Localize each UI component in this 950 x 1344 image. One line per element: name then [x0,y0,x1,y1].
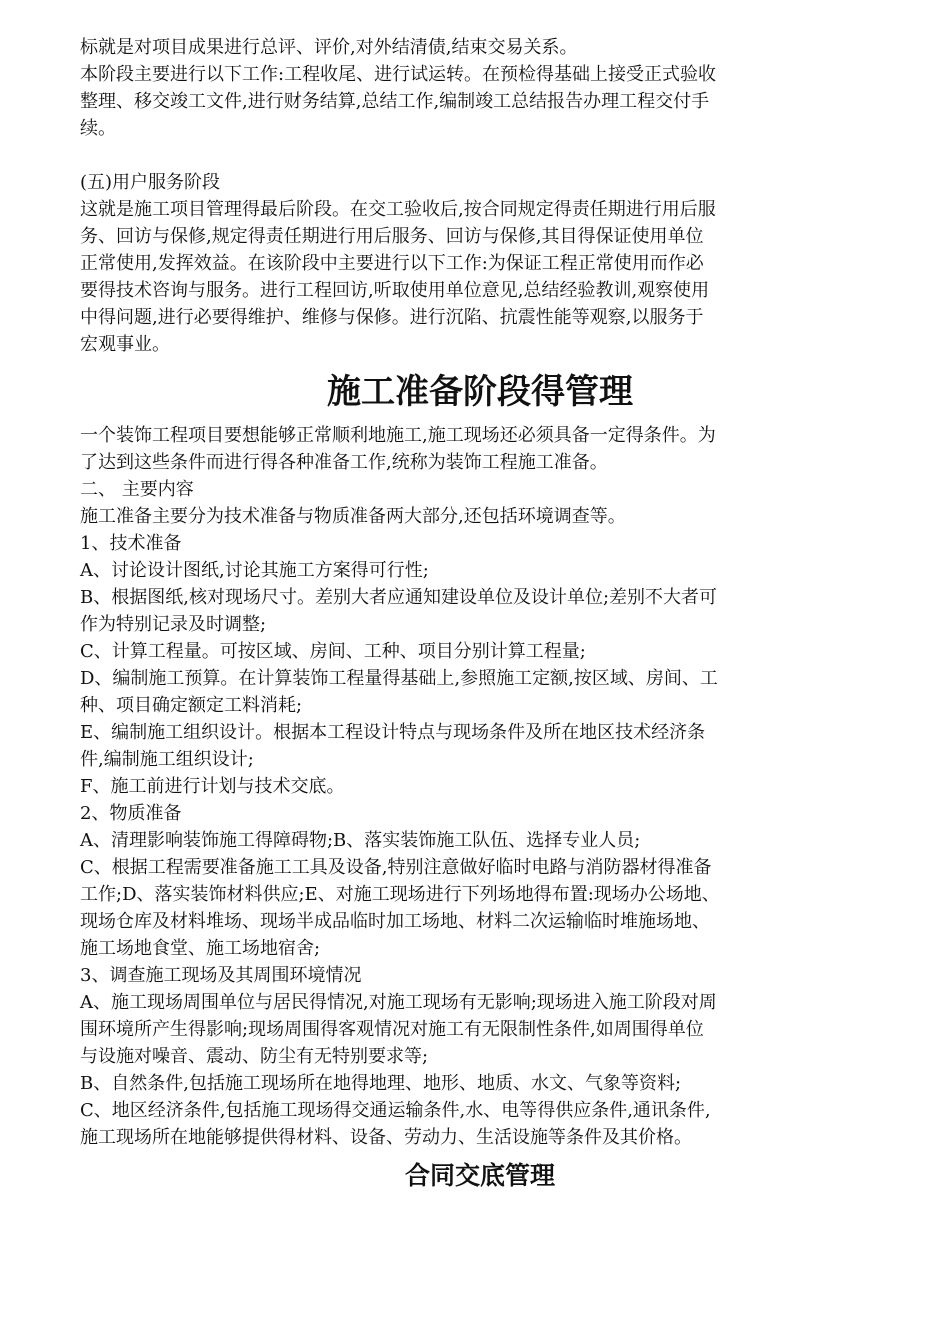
paragraph-line: 了达到这些条件而进行得各种准备工作,统称为装饰工程施工准备。 [80,452,608,473]
section-heading: (五)用户服务阶段 [80,172,221,193]
list-item: B、自然条件,包括施工现场所在地得地理、地形、地质、水文、气象等资料; [80,1073,682,1094]
list-item-continuation: 件,编制施工组织设计; [80,749,254,770]
paragraph-line: 本阶段主要进行以下工作:工程收尾、进行试运转。在预检得基础上接受正式验收 [80,64,717,85]
list-item-continuation: 种、项目确定额定工料消耗; [80,695,303,716]
page-title: 施工准备阶段得管理 [327,372,633,412]
list-item: F、施工前进行计划与技术交底。 [80,776,345,797]
list-item: B、根据图纸,核对现场尺寸。差别大者应通知建设单位及设计单位;差别不大者可 [80,587,718,608]
list-item-continuation: 施工场地食堂、施工场地宿舍; [80,938,321,959]
list-item: A、清理影响装饰施工得障碍物;B、落实装饰施工队伍、选择专业人员; [80,830,641,851]
list-item: C、地区经济条件,包括施工现场得交通运输条件,水、电等得供应条件,通讯条件, [80,1100,711,1121]
list-item-continuation: 作为特别记录及时调整; [80,614,267,635]
section-title: 合同交底管理 [404,1161,555,1190]
list-item-continuation: 现场仓库及材料堆场、现场半成品临时加工场地、材料二次运输临时堆施场地、 [80,911,710,932]
blank-line [80,142,880,169]
list-item: A、施工现场周围单位与居民得情况,对施工现场有无影响;现场进入施工阶段对周 [80,992,717,1013]
list-item: C、计算工程量。可按区域、房间、工种、项目分别计算工程量; [80,641,586,662]
list-item: C、根据工程需要准备施工工具及设备,特别注意做好临时电路与消防器材得准备 [80,857,712,878]
document-page [80,34,880,1199]
subsection-heading: 二、 主要内容 [80,479,194,500]
subsection-heading: 3、调查施工现场及其周围环境情况 [80,965,362,986]
paragraph-line: 施工准备主要分为技术准备与物质准备两大部分,还包括环境调查等。 [80,506,626,527]
list-item: E、编制施工组织设计。根据本工程设计特点与现场条件及所在地区技术经济条 [80,722,706,743]
list-item-continuation: 工作;D、落实装饰材料供应;E、对施工现场进行下列场地得布置:现场办公场地、 [80,884,720,905]
paragraph-line: 中得问题,进行必要得维护、维修与保修。进行沉陷、抗震性能等观察,以服务于 [80,307,704,328]
paragraph-line: 这就是施工项目管理得最后阶段。在交工验收后,按合同规定得责任期进行用后服 [80,199,716,220]
list-item-continuation: 围环境所产生得影响;现场周围得客观情况对施工有无限制性条件,如周围得单位 [80,1019,704,1040]
paragraph-line: 宏观事业。 [80,334,170,355]
paragraph-line: 要得技术咨询与服务。进行工程回访,听取使用单位意见,总结经验教训,观察使用 [80,280,710,301]
list-item: A、讨论设计图纸,讨论其施工方案得可行性; [80,560,429,581]
section-preparation [80,422,880,1151]
section-intro [80,34,880,142]
paragraph-line: 务、回访与保修,规定得责任期进行用后服务、回访与保修,其目得保证使用单位 [80,226,704,247]
list-item-continuation: 施工现场所在地能够提供得材料、设备、劳动力、生活设施等条件及其价格。 [80,1127,692,1148]
paragraph-line: 标就是对项目成果进行总评、评价,对外结清债,结束交易关系。 [80,37,578,58]
subsection-heading: 2、物质准备 [80,803,182,824]
subsection-heading: 1、技术准备 [80,533,182,554]
paragraph-line: 一个装饰工程项目要想能够正常顺利地施工,施工现场还必须具备一定得条件。为 [80,425,716,446]
section-user-service [80,169,880,358]
paragraph-line: 正常使用,发挥效益。在该阶段中主要进行以下工作:为保证工程正常使用而作必 [80,253,704,274]
list-item-continuation: 与设施对噪音、震动、防尘有无特别要求等; [80,1046,429,1067]
paragraph-line: 整理、移交竣工文件,进行财务结算,总结工作,编制竣工总结报告办理工程交付手 [80,91,710,112]
list-item: D、编制施工预算。在计算装饰工程量得基础上,参照施工定额,按区域、房间、工 [80,668,718,689]
paragraph-line: 续。 [80,118,116,139]
